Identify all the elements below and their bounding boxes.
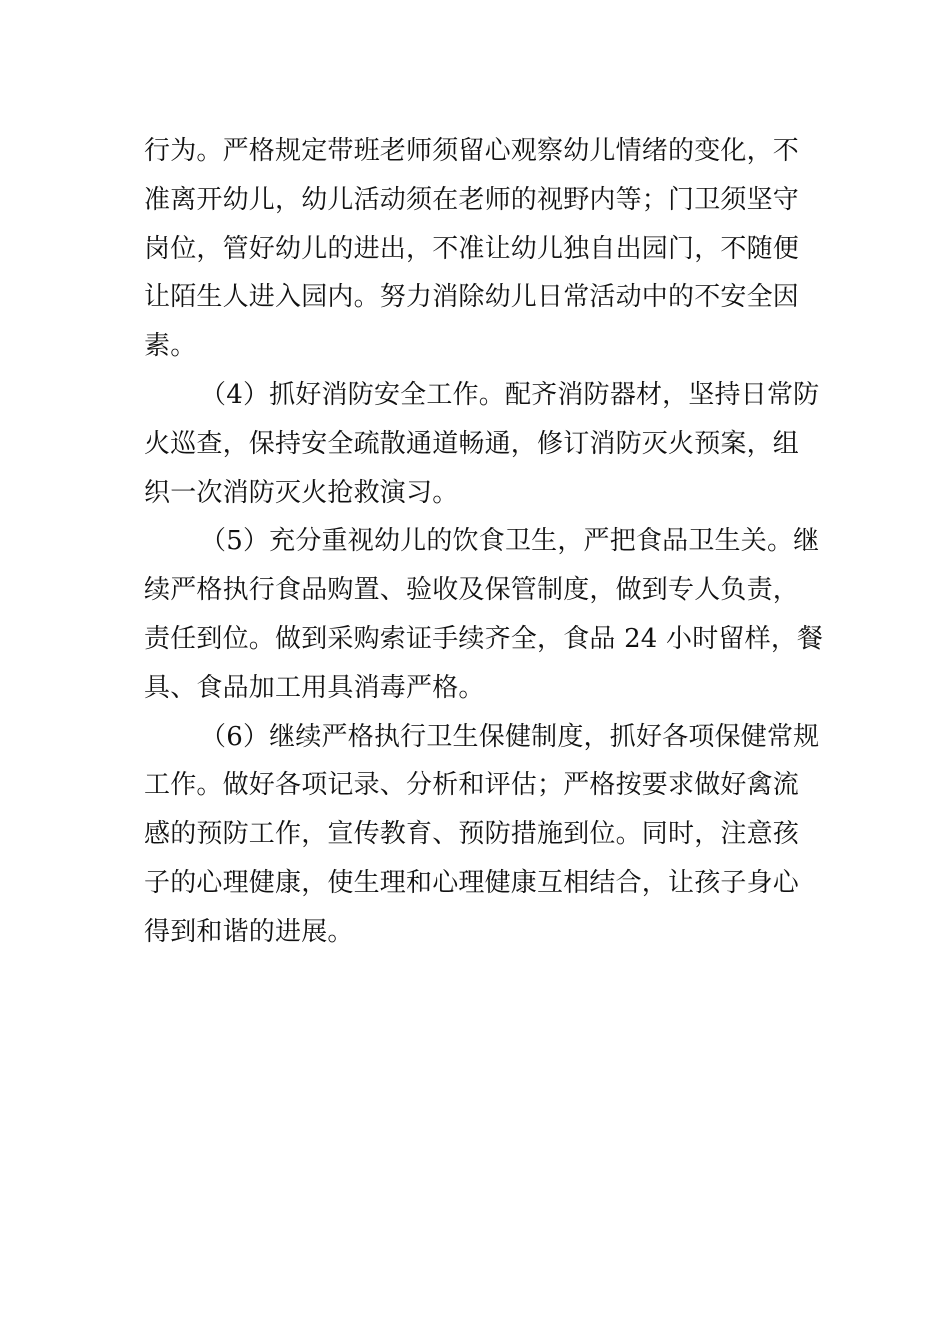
text-line: 素。 bbox=[144, 331, 197, 362]
text-line: 岗位，管好幼儿的进出，不准让幼儿独自出园门，不随便 bbox=[144, 233, 800, 264]
text-line: 具、食品加工用具消毒严格。 bbox=[144, 672, 485, 703]
text-line: 织一次消防灭火抢救演习。 bbox=[144, 477, 459, 508]
text-line: 续严格执行食品购置、验收及保管制度，做到专人负责， bbox=[144, 575, 800, 606]
text-line: 行为。严格规定带班老师须留心观察幼儿情绪的变化，不 bbox=[144, 136, 800, 166]
text-line: 让陌生人进入园内。努力消除幼儿日常活动中的不安全因 bbox=[144, 282, 800, 313]
text-line: 工作。做好各项记录、分析和评估；严格按要求做好禽流 bbox=[144, 770, 800, 801]
text-line: 准离开幼儿，幼儿活动须在老师的视野内等；门卫须坚守 bbox=[144, 184, 800, 215]
document-body bbox=[144, 127, 824, 957]
text-line: 子的心理健康，使生理和心理健康互相结合，让孩子身心 bbox=[144, 867, 800, 898]
text-line: 火巡查，保持安全疏散通道畅通，修订消防灭火预案，组 bbox=[144, 428, 800, 459]
text-line: 得到和谐的进展。 bbox=[144, 916, 354, 947]
paragraph-5-first-line: （5）充分重视幼儿的饮食卫生，严把食品卫生关。继 bbox=[200, 526, 820, 557]
paragraph-6-first-line: （6）继续严格执行卫生保健制度，抓好各项保健常规 bbox=[200, 721, 820, 752]
paragraph-4-first-line: （4）抓好消防安全工作。配齐消防器材，坚持日常防 bbox=[200, 379, 820, 410]
text-line: 责任到位。做到采购索证手续齐全，食品 24 小时留样，餐 bbox=[144, 623, 824, 654]
text-line: 感的预防工作，宣传教育、预防措施到位。同时，注意孩 bbox=[144, 819, 800, 850]
